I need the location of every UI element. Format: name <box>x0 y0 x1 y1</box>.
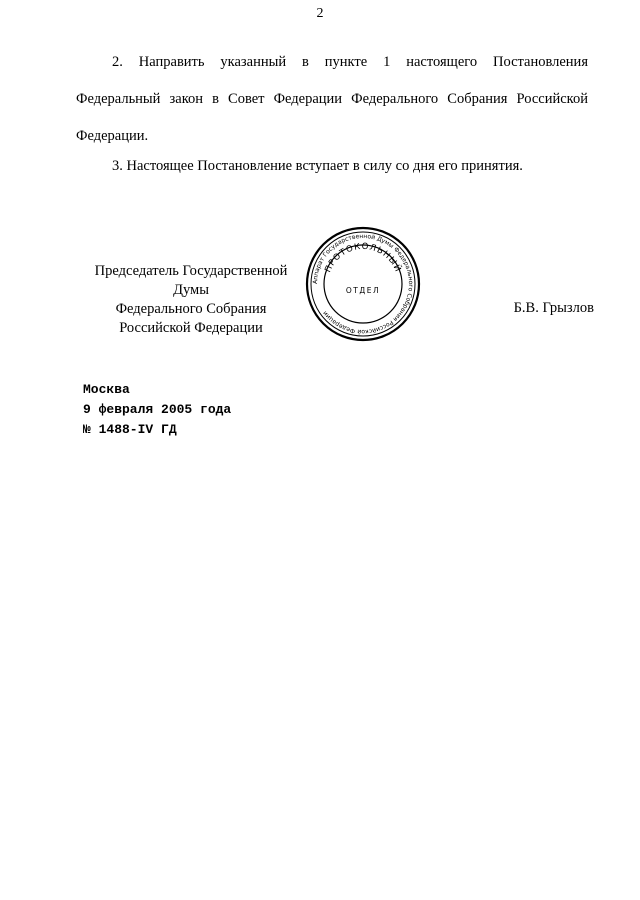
paragraph-3: 3. Настоящее Постановление вступает в силу со дня его принятия. <box>112 158 523 174</box>
document-footer <box>83 380 231 440</box>
paragraph-2-line-2: Федеральный закон в Совет Федерации Федерального Собрания Российской <box>76 91 588 107</box>
footer-date: 9 февраля 2005 года <box>83 402 232 417</box>
signatory-name: Б.В. Грызлов <box>513 300 594 316</box>
footer-doc-number: № 1488-IV ГД <box>83 422 177 437</box>
signatory-title-line-1: Председатель Государственной Думы <box>94 263 288 298</box>
stamp-inner-top-text: ПРОТОКОЛЬНЫЙ <box>323 241 403 275</box>
footer-city: Москва <box>83 382 130 397</box>
paragraph-2 <box>76 44 588 155</box>
official-seal-stamp <box>304 224 422 344</box>
stamp-outer-text: Аппарат Государственной Думы Федерального Собрания Российской Федерации <box>311 232 415 336</box>
signatory-title-line-2: Федерального Собрания <box>115 301 267 317</box>
signatory-title-line-3: Российской Федерации <box>119 320 263 336</box>
paragraph-2-line-1: 2. Направить указанный в пункте 1 настоящего Постановления <box>112 54 588 70</box>
stamp-inner-bottom-text: ОТДЕЛ <box>345 286 381 295</box>
signatory-title <box>76 262 306 338</box>
paragraph-2-line-3: Федерации. <box>76 128 149 144</box>
page-number: 2 <box>316 6 324 21</box>
